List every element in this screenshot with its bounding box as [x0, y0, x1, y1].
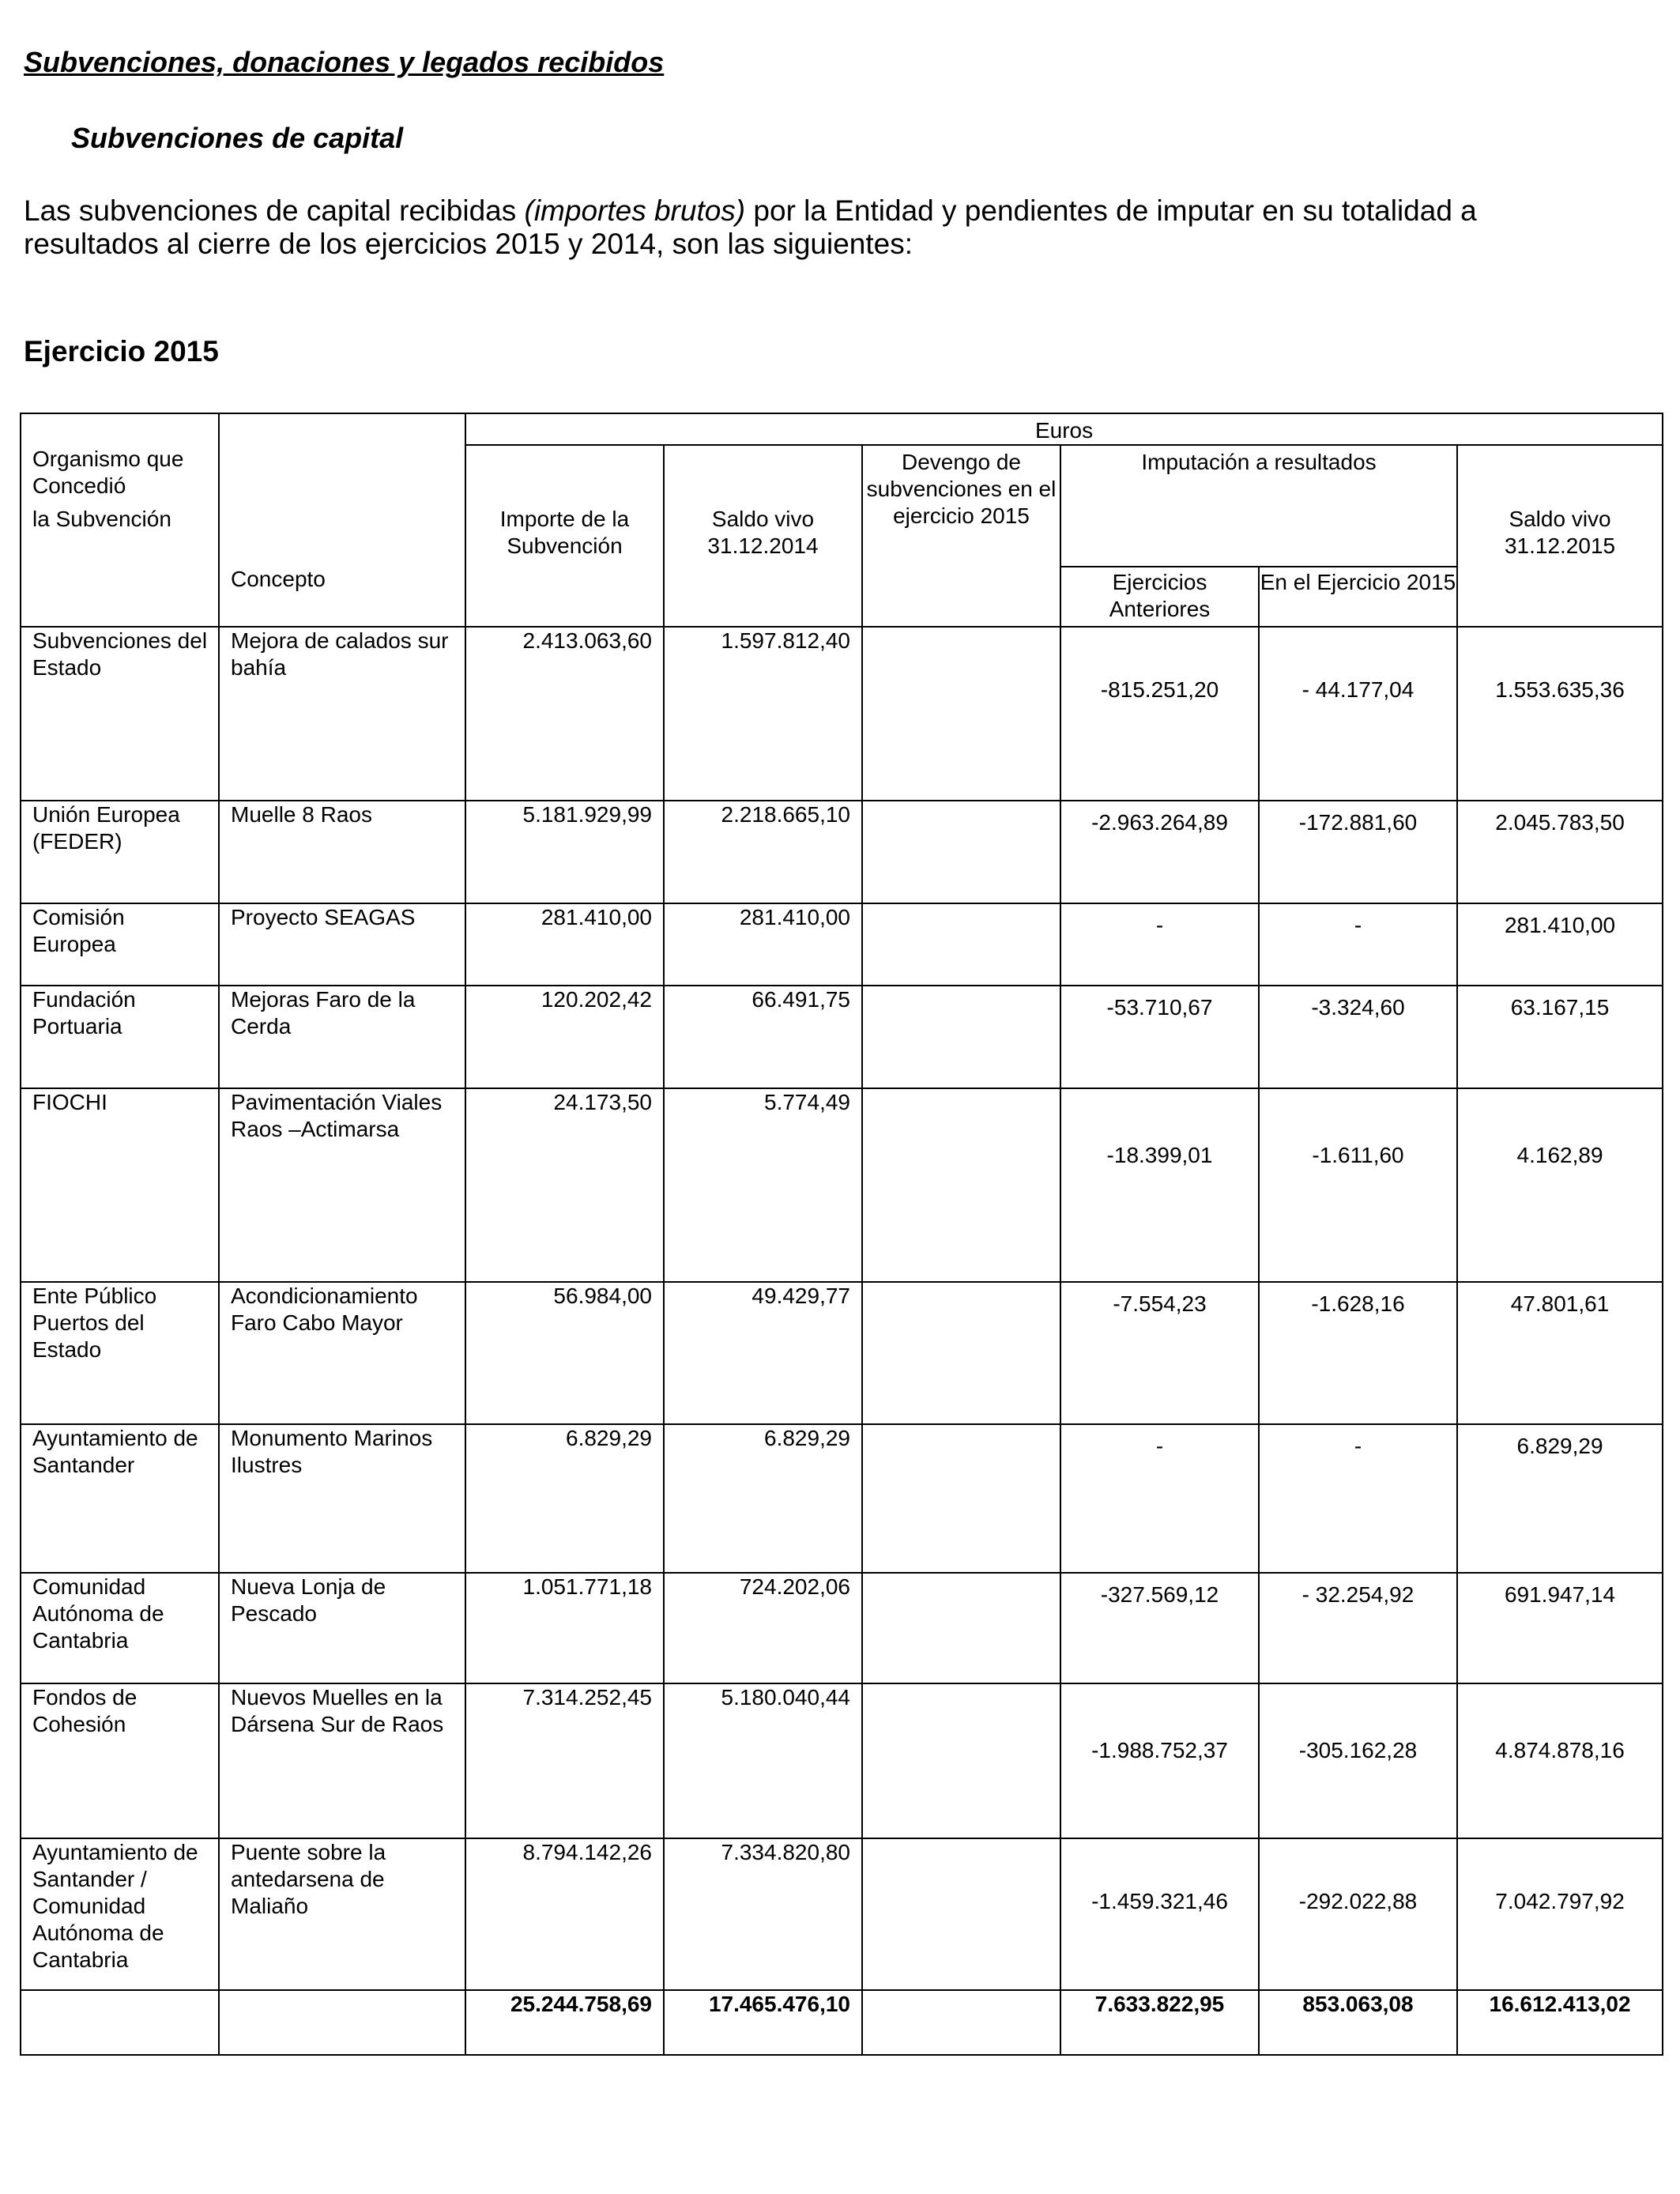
devengo-cell — [862, 986, 1060, 1088]
org-cell: Fundación Portuaria — [21, 986, 219, 1088]
concept-cell: Puente sobre la antedarsena de Maliaño — [219, 1838, 465, 1990]
table-row — [21, 903, 1663, 986]
importe-cell: 2.413.063,60 — [465, 627, 664, 801]
importe-cell: 5.181.929,99 — [465, 801, 664, 903]
total-anteriores: 7.633.822,95 — [1060, 1990, 1259, 2055]
importe-cell: 7.314.252,45 — [465, 1683, 664, 1838]
table-row — [21, 1088, 1663, 1282]
intro-paragraph: Las subvenciones de capital recibidas (importes brutos) por la Entidad y pendientes de imputar en su totalidad a resultados al cierre de los ejercicios 2015 y 2014, son las siguientes: — [24, 194, 1477, 260]
devengo-cell — [862, 1838, 1060, 1990]
concept-cell: Acondicionamiento Faro Cabo Mayor — [219, 1282, 465, 1424]
totals-devengo-cell — [862, 1990, 1060, 2055]
anteriores-cell: -815.251,20 — [1060, 627, 1259, 801]
table-row — [21, 627, 1663, 801]
org-cell: FIOCHI — [21, 1088, 219, 1282]
saldo-2014-cell: 7.334.820,80 — [664, 1838, 862, 1990]
table-row — [21, 1424, 1663, 1573]
saldo-2014-cell: 724.202,06 — [664, 1573, 862, 1683]
saldo-2015-cell: 1.553.635,36 — [1457, 627, 1663, 801]
concept-cell: Mejora de calados sur bahía — [219, 627, 465, 801]
saldo-2014-header: Saldo vivo 31.12.2014 — [664, 445, 862, 627]
importe-cell: 6.829,29 — [465, 1424, 664, 1573]
saldo-2014-cell: 1.597.812,40 — [664, 627, 862, 801]
org-header: Organismo que Concedió la Subvención — [21, 413, 219, 627]
saldo-2014-cell: 281.410,00 — [664, 903, 862, 986]
anteriores-cell: -7.554,23 — [1060, 1282, 1259, 1424]
saldo-2015-cell: 63.167,15 — [1457, 986, 1663, 1088]
anteriores-cell: - — [1060, 903, 1259, 986]
saldo-2015-header: Saldo vivo 31.12.2015 — [1457, 445, 1663, 627]
anteriores-cell: -1.459.321,46 — [1060, 1838, 1259, 1990]
section-title: Subvenciones, donaciones y legados recibidos — [24, 46, 665, 78]
devengo-header: Devengo de subvenciones en el ejercicio 2015 — [862, 445, 1060, 627]
concept-cell: Pavimentación Viales Raos –Actimarsa — [219, 1088, 465, 1282]
saldo-2014-cell: 49.429,77 — [664, 1282, 862, 1424]
org-cell: Comunidad Autónoma de Cantabria — [21, 1573, 219, 1683]
org-cell: Ente Público Puertos del Estado — [21, 1282, 219, 1424]
totals-row — [21, 1990, 1663, 2055]
importe-cell: 8.794.142,26 — [465, 1838, 664, 1990]
ejercicio-cell: - 44.177,04 — [1259, 627, 1457, 801]
table-row — [21, 1282, 1663, 1424]
subsection-title: Subvenciones de capital — [71, 122, 404, 154]
total-saldo-2014: 17.465.476,10 — [664, 1990, 862, 2055]
saldo-2014-cell: 2.218.665,10 — [664, 801, 862, 903]
concept-header: Concepto — [219, 413, 465, 627]
org-cell: Comisión Europea — [21, 903, 219, 986]
year-heading: Ejercicio 2015 — [24, 335, 219, 368]
saldo-2015-cell: 7.042.797,92 — [1457, 1838, 1663, 1990]
org-cell: Fondos de Cohesión — [21, 1683, 219, 1838]
devengo-cell — [862, 1424, 1060, 1573]
anteriores-cell: -53.710,67 — [1060, 986, 1259, 1088]
devengo-cell — [862, 903, 1060, 986]
org-cell: Subvenciones del Estado — [21, 627, 219, 801]
anteriores-cell: -327.569,12 — [1060, 1573, 1259, 1683]
concept-cell: Nuevos Muelles en la Dársena Sur de Raos — [219, 1683, 465, 1838]
concept-cell: Nueva Lonja de Pescado — [219, 1573, 465, 1683]
saldo-2015-cell: 281.410,00 — [1457, 903, 1663, 986]
importe-cell: 281.410,00 — [465, 903, 664, 986]
concept-cell: Muelle 8 Raos — [219, 801, 465, 903]
saldo-2015-cell: 47.801,61 — [1457, 1282, 1663, 1424]
org-cell: Ayuntamiento de Santander / Comunidad Autónoma de Cantabria — [21, 1838, 219, 1990]
saldo-2014-cell: 5.180.040,44 — [664, 1683, 862, 1838]
ejercicio-cell: -3.324,60 — [1259, 986, 1457, 1088]
devengo-cell — [862, 1573, 1060, 1683]
devengo-cell — [862, 1088, 1060, 1282]
importe-cell: 1.051.771,18 — [465, 1573, 664, 1683]
anteriores-cell: -2.963.264,89 — [1060, 801, 1259, 903]
importe-cell: 56.984,00 — [465, 1282, 664, 1424]
ejercicio-cell: - 32.254,92 — [1259, 1573, 1457, 1683]
devengo-cell — [862, 801, 1060, 903]
importe-cell: 120.202,42 — [465, 986, 664, 1088]
totals-concept-cell — [219, 1990, 465, 2055]
total-saldo-2015: 16.612.413,02 — [1457, 1990, 1663, 2055]
anteriores-cell: -1.988.752,37 — [1060, 1683, 1259, 1838]
ejercicio-cell: - — [1259, 903, 1457, 986]
grants-table — [20, 413, 1663, 2056]
ejercicio-cell: -1.628,16 — [1259, 1282, 1457, 1424]
saldo-2015-cell: 2.045.783,50 — [1457, 801, 1663, 903]
ejercicio-cell: -305.162,28 — [1259, 1683, 1457, 1838]
saldo-2015-cell: 4.874.878,16 — [1457, 1683, 1663, 1838]
table-row — [21, 1573, 1663, 1683]
concept-cell: Mejoras Faro de la Cerda — [219, 986, 465, 1088]
concept-cell: Monumento Marinos Ilustres — [219, 1424, 465, 1573]
org-cell: Ayuntamiento de Santander — [21, 1424, 219, 1573]
concept-cell: Proyecto SEAGAS — [219, 903, 465, 986]
saldo-2015-cell: 691.947,14 — [1457, 1573, 1663, 1683]
saldo-2015-cell: 6.829,29 — [1457, 1424, 1663, 1573]
anteriores-header: Ejercicios Anteriores — [1060, 567, 1259, 627]
total-importe: 25.244.758,69 — [465, 1990, 664, 2055]
org-cell: Unión Europea (FEDER) — [21, 801, 219, 903]
totals-org-cell — [21, 1990, 219, 2055]
euros-header: Euros — [465, 413, 1663, 445]
ejercicio-cell: -172.881,60 — [1259, 801, 1457, 903]
table-row — [21, 986, 1663, 1088]
header-row-1 — [21, 413, 1663, 445]
saldo-2014-cell: 6.829,29 — [664, 1424, 862, 1573]
ejercicio-cell: -292.022,88 — [1259, 1838, 1457, 1990]
devengo-cell — [862, 1282, 1060, 1424]
anteriores-cell: -18.399,01 — [1060, 1088, 1259, 1282]
saldo-2014-cell: 66.491,75 — [664, 986, 862, 1088]
table-row — [21, 1683, 1663, 1838]
total-ejercicio: 853.063,08 — [1259, 1990, 1457, 2055]
table-row — [21, 801, 1663, 903]
imputacion-header: Imputación a resultados — [1060, 445, 1457, 567]
saldo-2015-cell: 4.162,89 — [1457, 1088, 1663, 1282]
anteriores-cell: - — [1060, 1424, 1259, 1573]
table-row — [21, 1838, 1663, 1990]
importe-header: Importe de la Subvención — [465, 445, 664, 627]
devengo-cell — [862, 627, 1060, 801]
ejercicio-cell: -1.611,60 — [1259, 1088, 1457, 1282]
saldo-2014-cell: 5.774,49 — [664, 1088, 862, 1282]
ejercicio-cell: - — [1259, 1424, 1457, 1573]
importe-cell: 24.173,50 — [465, 1088, 664, 1282]
ejercicio-header: En el Ejercicio 2015 — [1259, 567, 1457, 627]
devengo-cell — [862, 1683, 1060, 1838]
